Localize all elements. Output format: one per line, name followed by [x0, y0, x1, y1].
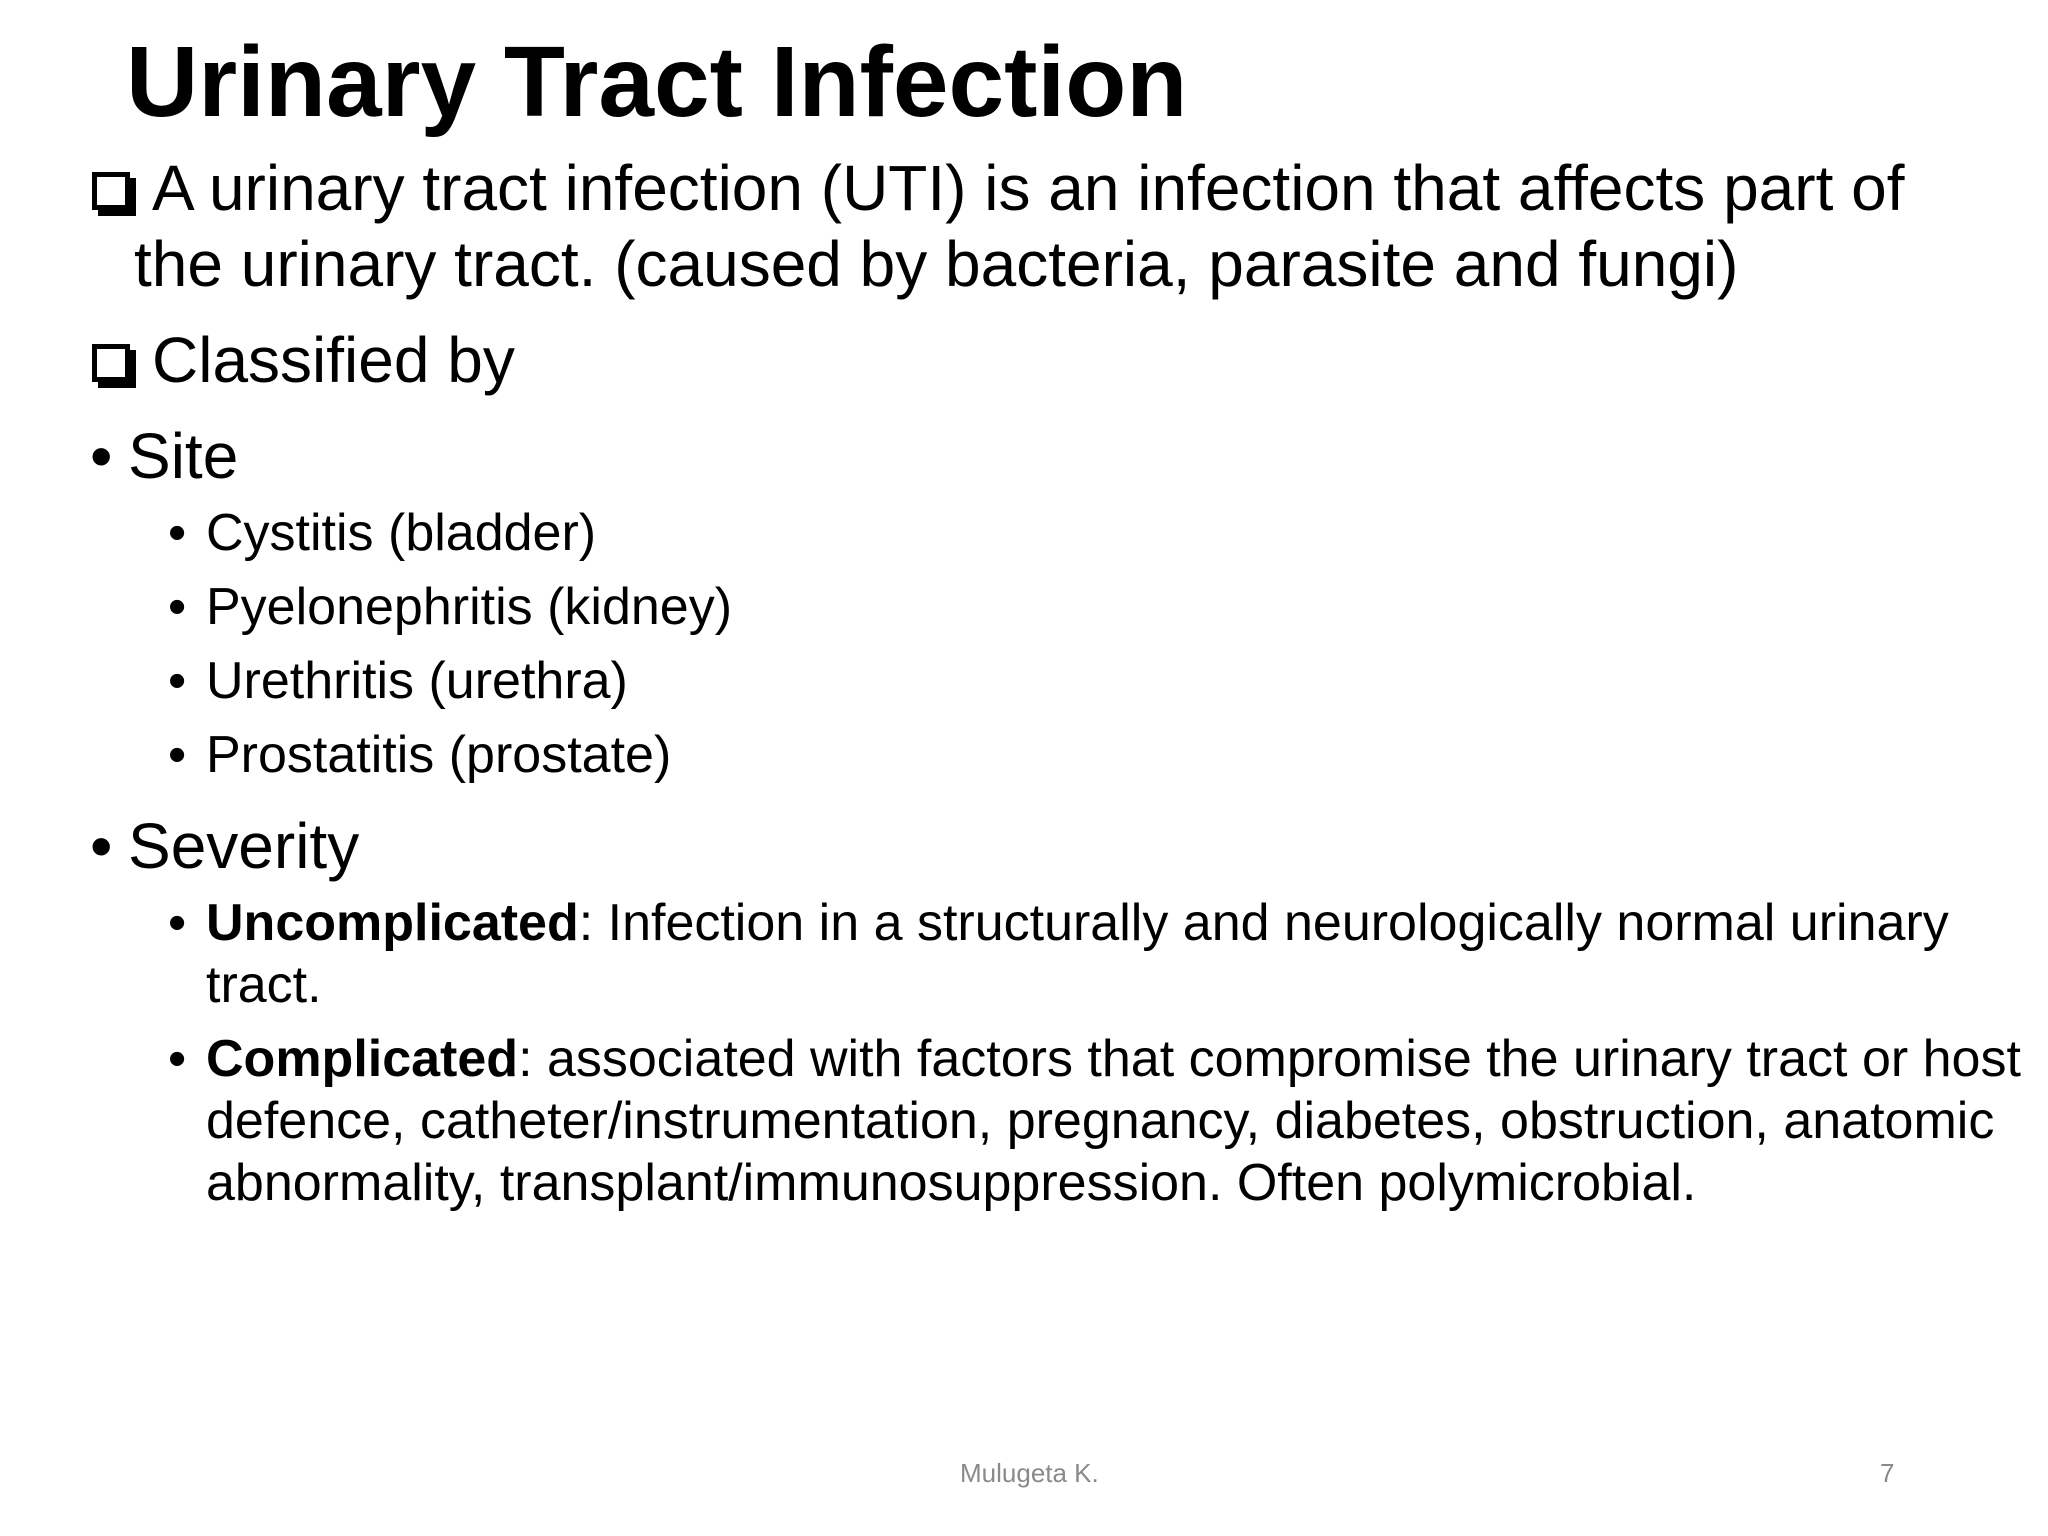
list-item-text: Cystitis (bladder): [206, 504, 597, 562]
complicated-text: : associated with factors that compromise the urinary tract or host defence, catheter/instrumentation, pregnancy, diabetes, obstruction, anatomic abnormality, transplant/immunosuppression. Often polymicrobial.: [206, 1030, 2021, 1212]
classified-by-label: Classified by: [152, 324, 515, 396]
checkbox-bullet-icon: [92, 344, 130, 382]
list-item-urethritis: [90, 650, 2040, 712]
checkbox-bullet-icon: [92, 172, 130, 210]
list-item-text: Pyelonephritis (kidney): [206, 578, 733, 636]
list-item-text: Urethritis (urethra): [206, 652, 628, 710]
uncomplicated-term: Uncomplicated: [206, 894, 579, 952]
bullet-icon: •: [90, 420, 113, 492]
site-label: Site: [128, 420, 239, 492]
complicated-term: Complicated: [206, 1030, 519, 1088]
classified-by-item: [90, 322, 2040, 398]
bullet-icon: •: [168, 578, 187, 636]
footer-author: Mulugeta K.: [960, 1458, 1099, 1488]
uncomplicated-text: : Infection in a structurally and neurologically normal urinary tract.: [206, 894, 1949, 1014]
list-item-complicated: [90, 1028, 2046, 1214]
list-item-text: Prostatitis (prostate): [206, 726, 672, 784]
bullet-icon: •: [168, 652, 187, 710]
bullet-icon: •: [168, 894, 187, 952]
site-heading: [90, 418, 2040, 494]
list-item-cystitis: [90, 502, 2040, 564]
slide-title: Urinary Tract Infection: [126, 26, 1188, 138]
list-item-prostatitis: [90, 724, 2040, 786]
list-item-pyelonephritis: [90, 576, 2040, 638]
slide-content: [90, 150, 2040, 1226]
definition-line-1: A urinary tract infection (UTI) is an infection that affects part of: [152, 152, 1905, 224]
definition-line-2: the urinary tract. (caused by bacteria, parasite and fungi): [134, 228, 1739, 300]
definition-item: [90, 150, 2040, 302]
page-number: 7: [1880, 1458, 1895, 1488]
bullet-icon: •: [168, 726, 187, 784]
bullet-icon: •: [168, 504, 187, 562]
severity-label: Severity: [128, 810, 360, 882]
list-item-uncomplicated: [90, 892, 2046, 1016]
severity-heading: [90, 808, 2040, 884]
bullet-icon: •: [168, 1030, 187, 1088]
bullet-icon: •: [90, 810, 113, 882]
